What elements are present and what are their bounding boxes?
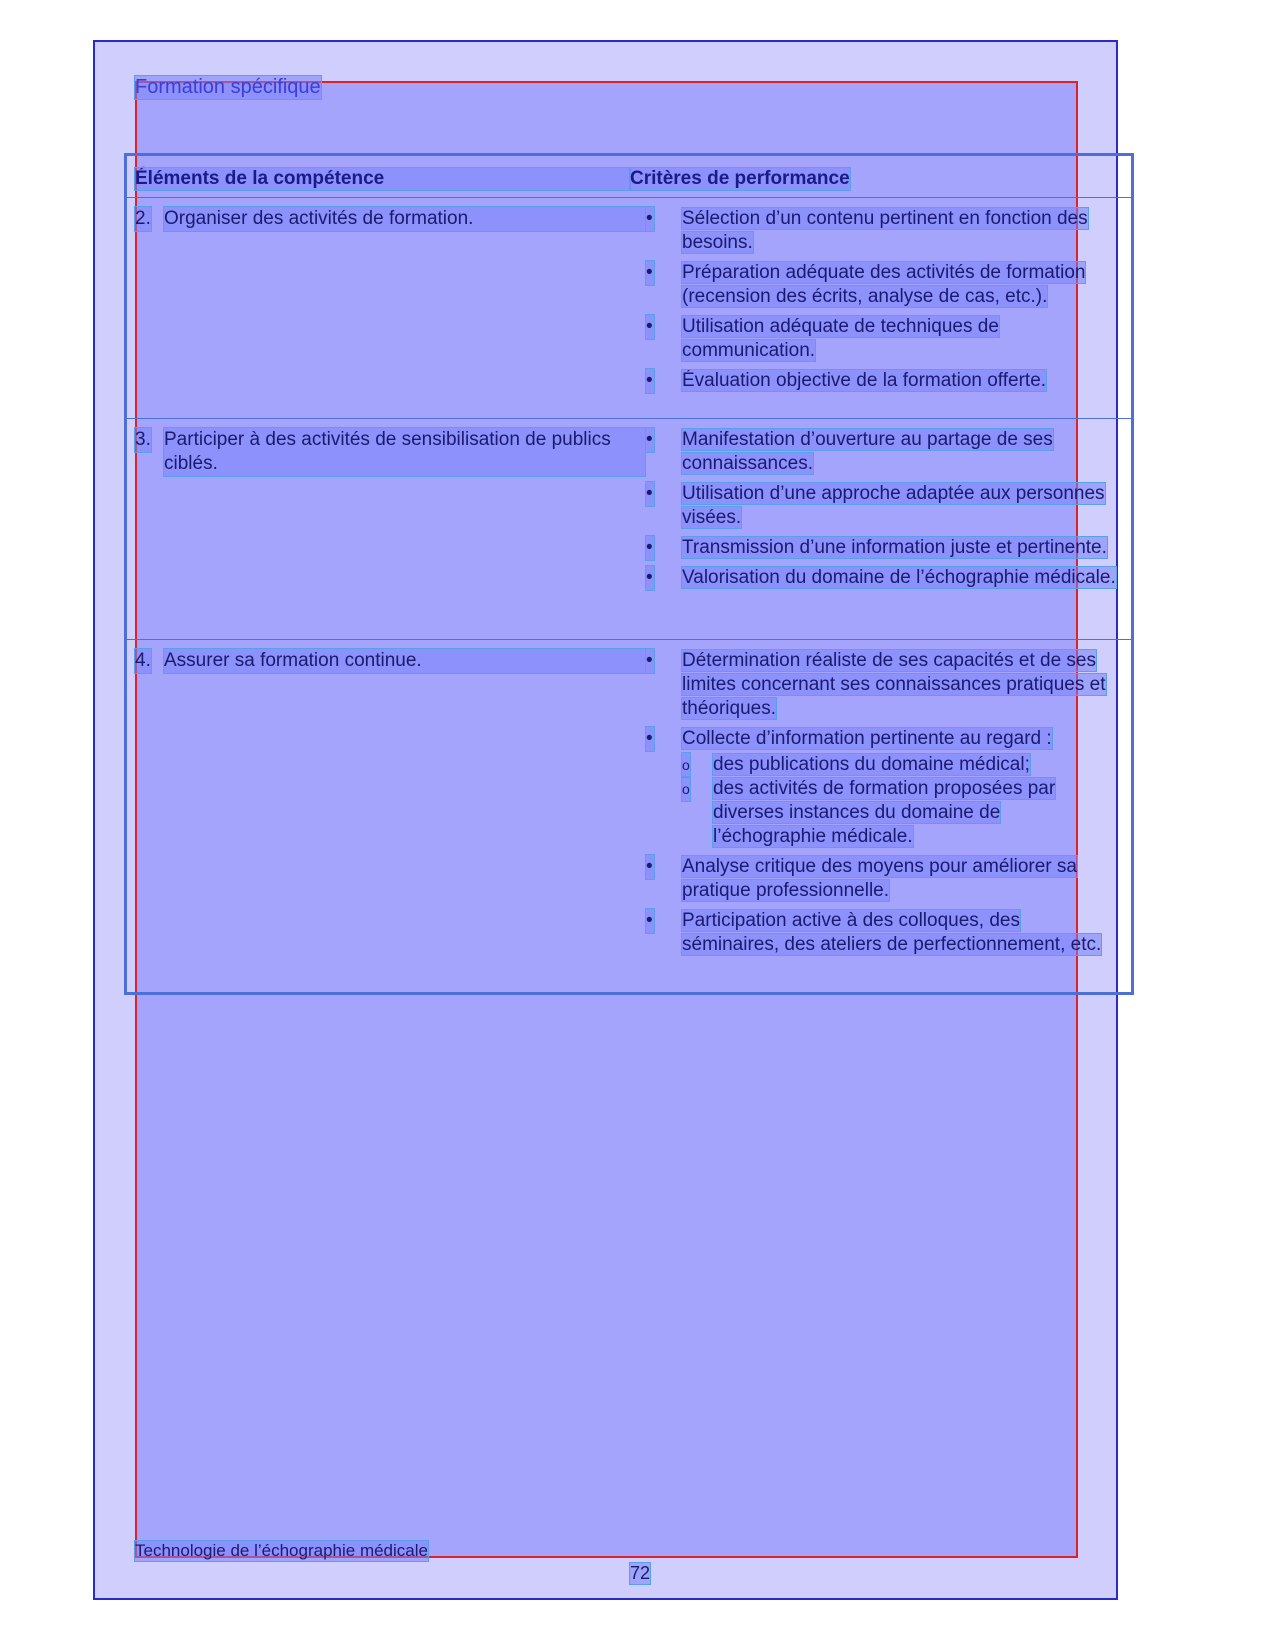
bullet-icon: • bbox=[646, 910, 653, 931]
criterion-item: • Manifestation d’ouverture au partage de ses connaissances. bbox=[646, 429, 1053, 474]
element-text: Assurer sa formation continue. bbox=[164, 649, 645, 673]
bullet-icon: • bbox=[646, 537, 653, 558]
header-divider bbox=[124, 197, 1134, 198]
element-2 bbox=[135, 207, 645, 231]
element-3 bbox=[135, 428, 645, 476]
element-number: 3. bbox=[135, 429, 151, 450]
row-divider bbox=[124, 639, 1134, 640]
sub-item: o des activités de formation proposées par diverses instances du domaine de l’échographie médicale. bbox=[682, 778, 1056, 847]
element-text: Participer à des activités de sensibilisation de publics ciblés. bbox=[164, 428, 645, 476]
criterion-item: • Analyse critique des moyens pour améliorer sa pratique professionnelle. bbox=[646, 856, 1077, 901]
element-number: 2. bbox=[135, 208, 151, 229]
criteria-list-3 bbox=[646, 428, 1116, 596]
criterion-item: • Participation active à des colloques, des séminaires, des ateliers de perfectionnement, etc. bbox=[646, 910, 1102, 955]
circle-bullet-icon: o bbox=[682, 777, 690, 801]
sub-item: o des publications du domaine médical; bbox=[682, 754, 1030, 775]
bullet-icon: • bbox=[646, 208, 653, 229]
circle-bullet-icon: o bbox=[682, 753, 690, 777]
footer-program: Technologie de l’échographie médicale bbox=[135, 1541, 428, 1560]
criterion-item: • Utilisation adéquate de techniques de communication. bbox=[646, 316, 999, 361]
section-title: Formation spécifique bbox=[135, 76, 321, 98]
row-divider bbox=[124, 418, 1134, 419]
sub-list bbox=[682, 753, 1116, 849]
bullet-icon: • bbox=[646, 429, 653, 450]
element-4 bbox=[135, 649, 645, 673]
criterion-item: • Transmission d’une information juste et pertinente. bbox=[646, 537, 1107, 558]
bullet-icon: • bbox=[646, 728, 653, 749]
criterion-item: • Détermination réaliste de ses capacités et de ses limites concernant ses connaissances pratiques et théoriques. bbox=[646, 650, 1106, 719]
criterion-item: • Préparation adéquate des activités de formation (recension des écrits, analyse de cas, etc.). bbox=[646, 262, 1086, 307]
criterion-item: • Valorisation du domaine de l’échographie médicale. bbox=[646, 567, 1116, 588]
bullet-icon: • bbox=[646, 650, 653, 671]
bullet-icon: • bbox=[646, 856, 653, 877]
header-criteria: Critères de performance bbox=[630, 168, 850, 189]
element-text: Organiser des activités de formation. bbox=[164, 207, 645, 231]
bullet-icon: • bbox=[646, 262, 653, 283]
criteria-list-4 bbox=[646, 649, 1116, 963]
element-number: 4. bbox=[135, 650, 151, 671]
bullet-icon: • bbox=[646, 316, 653, 337]
bullet-icon: • bbox=[646, 567, 653, 588]
bullet-icon: • bbox=[646, 370, 653, 391]
bullet-icon: • bbox=[646, 483, 653, 504]
criterion-item: • Collecte d’information pertinente au regard : o des publications du domaine médical; o des activités de formation proposées par diverses instances du domaine de l’échographie médicale. bbox=[646, 727, 1116, 849]
criterion-item: • Évaluation objective de la formation offerte. bbox=[646, 370, 1047, 391]
page-number: 72 bbox=[630, 1563, 651, 1583]
criterion-item: • Sélection d’un contenu pertinent en fonction des besoins. bbox=[646, 208, 1088, 253]
criteria-list-2 bbox=[646, 207, 1116, 399]
criterion-item: • Utilisation d’une approche adaptée aux personnes visées. bbox=[646, 483, 1105, 528]
header-elements: Éléments de la compétence bbox=[135, 168, 630, 190]
